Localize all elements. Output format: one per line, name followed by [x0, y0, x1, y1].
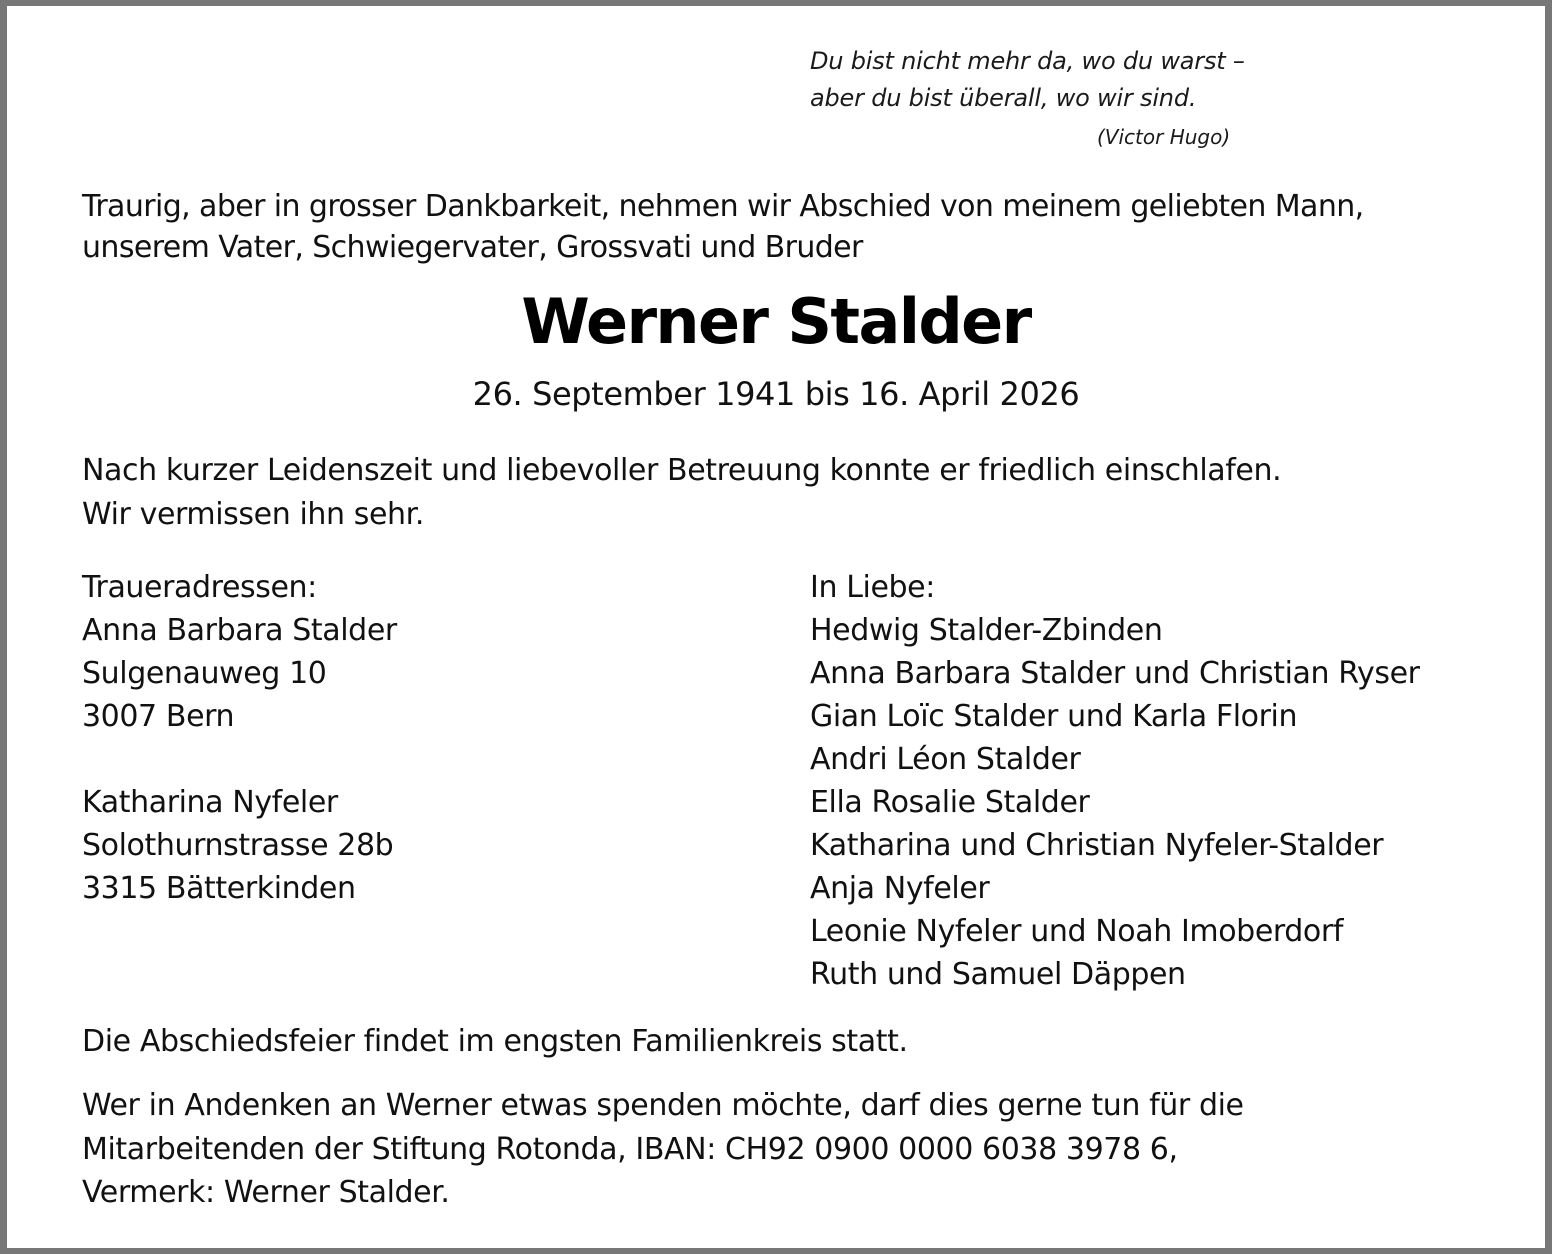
mourner-name: Hedwig Stalder-Zbinden: [810, 613, 1163, 648]
address-line: Anna Barbara Stalder: [82, 613, 397, 648]
address-line: Solothurnstrasse 28b: [82, 828, 394, 863]
address-line: 3315 Bätterkinden: [82, 871, 356, 906]
life-dates: 26. September 1941 bis 16. April 2026: [472, 375, 1080, 413]
donation-line-2: Mitarbeitenden der Stiftung Rotonda, IBAN: CH92 0900 0000 6038 3978 6,: [82, 1132, 1178, 1167]
address-line: Katharina Nyfeler: [82, 785, 338, 820]
intro-line-2: unserem Vater, Schwiegervater, Grossvati und Bruder: [82, 230, 863, 265]
mourner-name: Ruth und Samuel Däppen: [810, 957, 1186, 992]
quote-line-1: Du bist nicht mehr da, wo du warst –: [810, 47, 1245, 75]
quote-line-2: aber du bist überall, wo wir sind.: [810, 84, 1197, 112]
address-line: Sulgenauweg 10: [82, 656, 327, 691]
mourner-name: Anna Barbara Stalder und Christian Ryser: [810, 656, 1420, 691]
address-spacer: [82, 738, 397, 781]
donation-line-1: Wer in Andenken an Werner etwas spenden möchte, darf dies gerne tun für die: [82, 1088, 1244, 1123]
intro-line-1: Traurig, aber in grosser Dankbarkeit, nehmen wir Abschied von meinem geliebten Mann,: [82, 189, 1364, 224]
quote-author: (Victor Hugo): [1097, 125, 1231, 149]
donation-line-3: Vermerk: Werner Stalder.: [82, 1175, 450, 1210]
message-line-2: Wir vermissen ihn sehr.: [82, 497, 424, 532]
mourners-heading: In Liebe:: [810, 570, 935, 605]
ceremony-note: Die Abschiedsfeier findet im engsten Familienkreis statt.: [82, 1024, 908, 1059]
mourner-name: Leonie Nyfeler und Noah Imoberdorf: [810, 914, 1343, 949]
message-line-1: Nach kurzer Leidenszeit und liebevoller Betreuung konnte er friedlich einschlafen.: [82, 453, 1282, 488]
mourner-name: Andri Léon Stalder: [810, 742, 1081, 777]
deceased-name: Werner Stalder: [521, 285, 1031, 358]
addresses-column: [82, 566, 397, 910]
mourner-name: Anja Nyfeler: [810, 871, 990, 906]
address-line: 3007 Bern: [82, 699, 235, 734]
mourners-column: [810, 566, 1420, 996]
mourner-name: Katharina und Christian Nyfeler-Stalder: [810, 828, 1384, 863]
mourner-name: Ella Rosalie Stalder: [810, 785, 1090, 820]
addresses-heading: Traueradressen:: [82, 570, 317, 605]
mourner-name: Gian Loïc Stalder und Karla Florin: [810, 699, 1298, 734]
